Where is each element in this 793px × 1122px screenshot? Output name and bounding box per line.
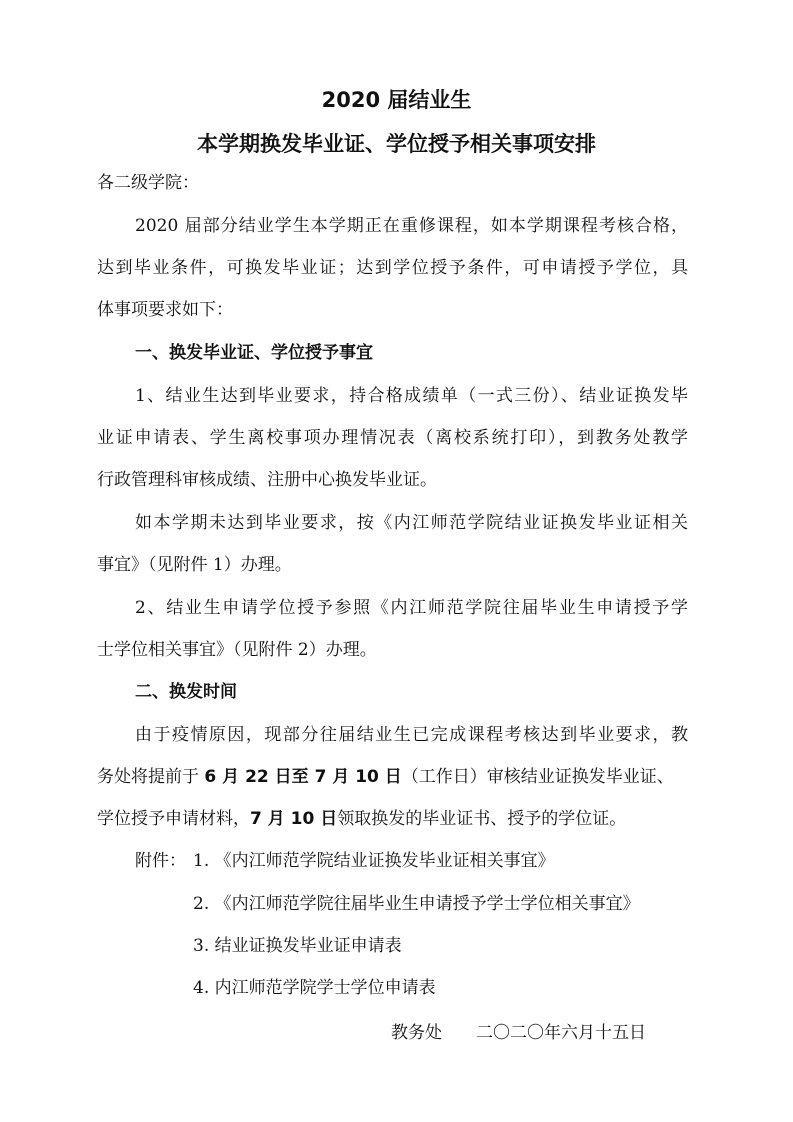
section2-line-2-pre: 务处将提前于: [97, 767, 205, 787]
section2-line-2: [97, 764, 674, 790]
section1-item2-line-2: 士学位相关事宜》（见附件 2）办理。: [97, 640, 377, 660]
attachment-item-1: 1. 《内江师范学院结业证换发毕业证相关事宜》: [193, 851, 555, 871]
section1-item1-line-3: 行政管理科审核成绩、注册中心换发毕业证。: [97, 470, 437, 490]
section1-item1-line-2: 业证申请表、学生离校事项办理情况表（离校系统打印），到教务处教学: [97, 428, 688, 448]
document-title-line2: 本学期换发毕业证、学位授予相关事项安排: [197, 132, 596, 156]
section1-note-line-1: 如本学期未达到毕业要求，按《内江师范学院结业证换发毕业证相关: [135, 513, 688, 533]
section2-line-3: [97, 806, 626, 832]
section2-pickup-date: 7 月 10 日: [250, 809, 338, 829]
document-title-line1: 2020 届结业生: [321, 88, 472, 112]
attachment-item-2: 2. 《内江师范学院往届毕业生申请授予学士学位相关事宜》: [193, 894, 640, 914]
intro-line-2: 达到毕业条件，可换发毕业证；达到学位授予条件，可申请授予学位，具: [97, 258, 688, 278]
section2-line-1: 由于疫情原因，现部分往届结业生已完成课程考核达到毕业要求，教: [135, 725, 688, 745]
section2-date-range: 6 月 22 日至 7 月 10 日: [204, 767, 402, 787]
section2-heading: 二、换发时间: [135, 682, 237, 702]
section1-item1-line-1: 1、结业生达到毕业要求，持合格成绩单（一式三份）、结业证换发毕: [135, 386, 688, 406]
signature-office: 教务处: [391, 1023, 442, 1043]
attachments-label: 附件：: [135, 851, 186, 871]
section2-line-3-post: 领取换发的毕业证书、授予的学位证。: [337, 809, 627, 829]
attachment-item-3: 3. 结业证换发毕业证申请表: [193, 936, 402, 956]
section2-line-2-post: （工作日）审核结业证换发毕业证、: [401, 767, 674, 787]
section1-heading: 一、换发毕业证、学位授予事宜: [135, 343, 373, 363]
intro-line-3: 体事项要求如下：: [97, 300, 233, 320]
salutation: 各二级学院：: [97, 173, 199, 193]
attachment-item-4: 4. 内江师范学院学士学位申请表: [193, 978, 436, 998]
signature-date: 二〇二〇年六月十五日: [476, 1023, 646, 1043]
intro-line-1: 2020 届部分结业学生本学期正在重修课程，如本学期课程考核合格，: [135, 216, 688, 236]
section2-line-3-pre: 学位授予申请材料，: [97, 809, 250, 829]
section1-item2-line-1: 2、结业生申请学位授予参照《内江师范学院往届毕业生申请授予学: [135, 598, 688, 618]
section1-note-line-2: 事宜》（见附件 1）办理。: [97, 555, 292, 575]
